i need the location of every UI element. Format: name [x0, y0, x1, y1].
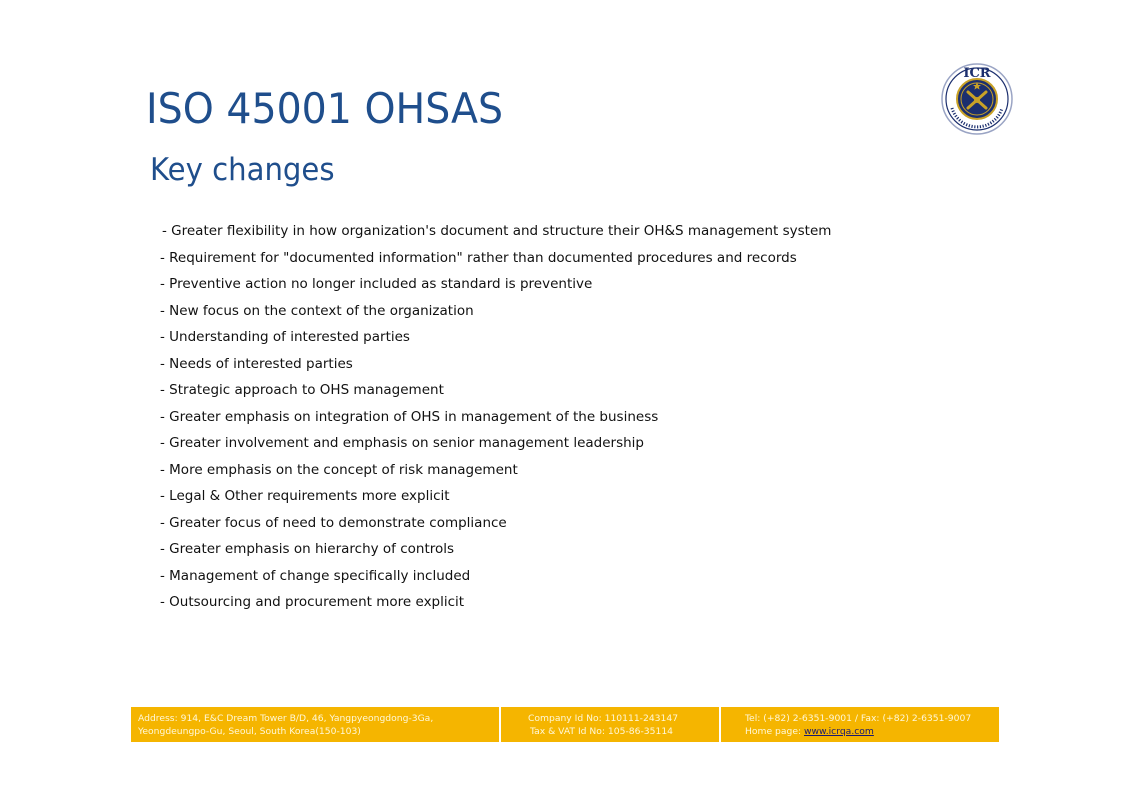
- list-item: - Needs of interested parties: [160, 355, 353, 372]
- list-item: - Greater emphasis on integration of OHS in management of the business: [160, 408, 659, 425]
- footer-contact: [745, 707, 995, 742]
- footer-tax-id: Tax & VAT Id No: 105-86-35114: [530, 725, 674, 737]
- footer-company-id: Company Id No: 110111-243147: [528, 712, 679, 724]
- list-item: - Greater involvement and emphasis on senior management leadership: [160, 435, 644, 451]
- footer-homepage-label: Home page:: [745, 725, 805, 737]
- list-item: - Greater flexibility in how organization's document and structure their OH&S management system: [162, 223, 832, 239]
- footer-address-line1: Address: 914, E&C Dream Tower B/D, 46, Yangpyeongdong-3Ga,: [138, 712, 434, 724]
- footer-divider: [719, 707, 721, 742]
- logo-text: ICR: [963, 66, 991, 81]
- list-item: - Strategic approach to OHS management: [160, 382, 444, 398]
- list-item: - More emphasis on the concept of risk management: [160, 461, 518, 478]
- list-item: - Preventive action no longer included as standard is preventive: [160, 276, 593, 292]
- page-subtitle: Key changes: [150, 152, 335, 188]
- list-item: - Greater focus of need to demonstrate compliance: [160, 514, 507, 531]
- list-item: - Requirement for "documented information" rather than documented procedures and records: [160, 249, 797, 266]
- footer-bar: [131, 707, 999, 742]
- page-title: ISO 45001 OHSAS: [146, 84, 504, 133]
- list-item: - Legal & Other requirements more explicit: [160, 488, 450, 504]
- list-item: - Understanding of interested parties: [160, 329, 410, 345]
- list-item: - Outsourcing and procurement more explicit: [160, 594, 465, 610]
- list-item: - Greater emphasis on hierarchy of controls: [160, 541, 455, 557]
- list-item: - New focus on the context of the organization: [160, 302, 474, 319]
- homepage-link[interactable]: www.icrqa.com: [804, 725, 874, 737]
- list-item: - Management of change specifically included: [160, 567, 471, 584]
- footer-homepage: [745, 725, 995, 738]
- footer-tel-fax: Tel: (+82) 2-6351-9001 / Fax: (+82) 2-6351-9007: [745, 712, 972, 724]
- footer-company-ids: [528, 707, 718, 742]
- footer-address-line2: Yeongdeungpo-Gu, Seoul, South Korea(150-103): [138, 725, 361, 737]
- key-changes-list: [160, 218, 831, 616]
- footer-divider: [499, 707, 501, 742]
- footer-address: [138, 707, 498, 742]
- icr-logo: [940, 62, 1014, 136]
